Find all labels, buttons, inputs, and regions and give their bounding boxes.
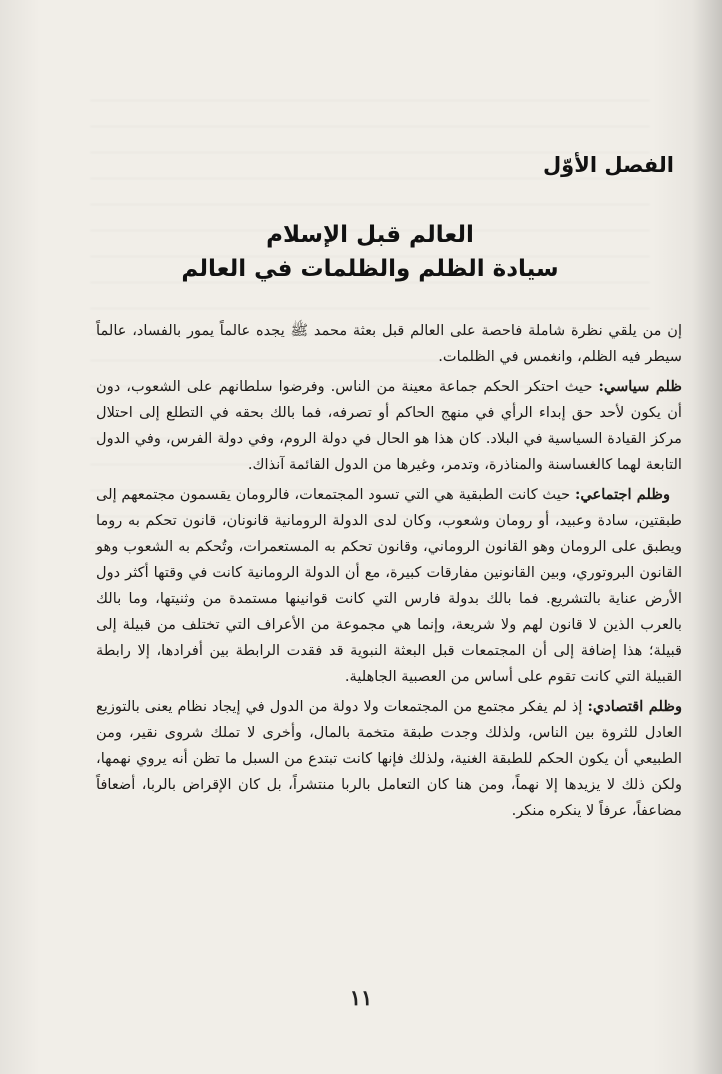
chapter-label: الفصل الأوّل	[542, 153, 674, 177]
paragraph-text: حيث احتكر الحكم جماعة معينة من الناس. وفرضوا سلطانهم على الشعوب، دون أن يكون لأحد حق إبداء الرأي في منهج الحاكم أو تصرفه، فما بالك بحقه في التطلع إلى احتلال مركز القيادة السياسية في البلاد. كان هذا هو الحال في دولة الروم، وفي دولة الفرس، وفي الدول التابعة لهما كالغساسنة والمناذرة، وتدمر، وغيرها من الدول القائمة آنذاك.	[96, 378, 682, 473]
paragraph-lead: وظلم اجتماعي:	[574, 486, 670, 503]
paragraph-lead: ظلم سياسي:	[598, 378, 682, 395]
chapter-subtitle: سيادة الظلم والظلمات في العالم	[181, 256, 559, 282]
economic-injustice-paragraph	[96, 694, 682, 824]
intro-paragraph	[96, 318, 682, 370]
page-number: ١١	[349, 985, 373, 1010]
political-injustice-paragraph	[96, 374, 682, 478]
paragraph-text: إذ لم يفكر مجتمع من المجتمعات ولا دولة من الدول في إيجاد نظام يعنى بالتوزيع العادل للثروة بين الناس، ولذلك وجدت طبقة متخمة بالمال، وأخرى لا تملك شروى نقير، ومن الطبيعي أن يكون الحكم للطبقة الغنية، ولذلك فإنها كانت تبتدع من السبل ما تظن أنه يروي نهمها، ولكن ذلك لا يزيدها إلا نهماً، ومن هنا كان التعامل بالربا منتشراً، بل كان الإقراض بالربا، أضعافاً مضاعفاً، عرفاً لا ينكره منكر.	[96, 698, 682, 819]
paragraph-text: حيث كانت الطبقية هي التي تسود المجتمعات، فالرومان يقسمون مجتمعهم إلى طبقتين، سادة وعبيد، أو رومان وشعوب، وكان لدى الدولة الرومانية قانونان، قانون تحكم به روما ويطبق على الرومان وهو القانون الروماني، وقانون تحكم به المستعمرات، وتُحكم به الشعوب وهو القانون البروتوري، وبين القانونين مفارقات كبيرة، مع أن الدولة الرومانية كانت في وقتها أكثر دول الأرض عناية بالتشريع. فما بالك بدولة فارس التي كانت قوانينها مستمدة من وثنيتها، وما بالك بالعرب الذين لا قانون لهم ولا شريعة، وإنما هي مجموعة من الأعراف التي تختلف من قبيلة إلى قبيلة؛ هذا إضافة إلى أن المجتمعات قبل البعثة النبوية قد فقدت الرابطة بين أفرادها، إلا رابطة القبيلة التي كانت تقوم على أساس من العصبية الجاهلية.	[96, 486, 682, 685]
social-injustice-paragraph	[96, 482, 682, 690]
paragraph-lead: وظلم اقتصادي:	[587, 698, 682, 715]
chapter-title: العالم قبل الإسلام	[266, 222, 474, 248]
body-text	[96, 318, 682, 828]
chapter-title-block	[90, 218, 650, 286]
paragraph-text: إن من يلقي نظرة شاملة فاحصة على العالم قبل بعثة محمد ﷺ يجده عالماً يمور بالفساد، عالماً سيطر فيه الظلم، وانغمس في الظلمات.	[96, 322, 682, 365]
